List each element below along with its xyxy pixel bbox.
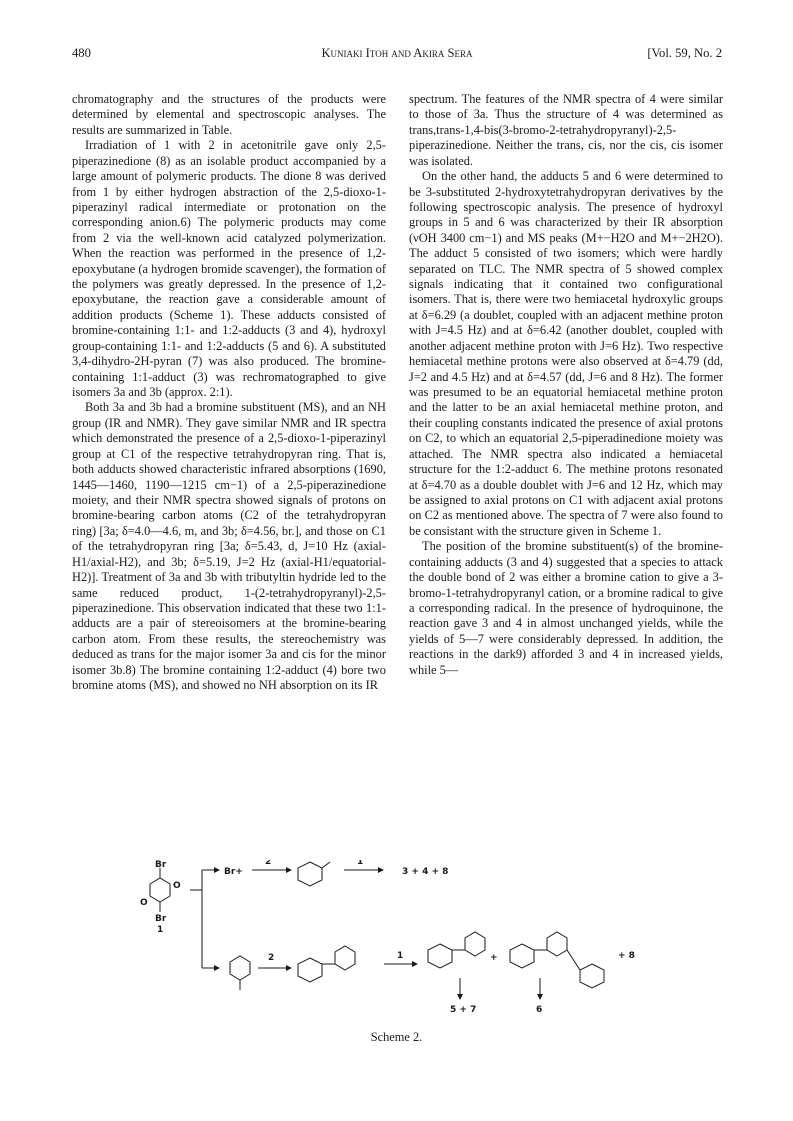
paragraph: The position of the bromine substituent(s) of the bromine-containing adducts (3 and 4) suggested that a species to attack the double bond of 2 was either a bromine cation to give a 3-bromo-1-tetrahydropyranyl cation, or a bromine radical to give a corresponding radical. In the presence of hydroquinone, the reaction gave 3 and 4 in almost unchanged yields, while the yields of 5—7 were considerably depressed. In addition, the reactions in the dark9) afforded 3 and 4 in increased yields, while 5— [409,539,723,677]
right-column [409,92,723,678]
volume-info: [Vol. 59, No. 2 [647,46,722,60]
product-6: 6 [536,1005,543,1015]
svg-text:Br: Br [155,860,167,870]
svg-text:Br: Br [155,914,167,924]
compound-1-label: 1 [157,925,164,935]
page-header [72,46,722,62]
scheme-caption: Scheme 2. [370,1030,423,1044]
piperazinedione-radical [230,956,250,990]
page-number: 480 [72,46,91,60]
left-column [72,92,386,693]
reagent-1-label: 1 [357,860,364,867]
compound-1-structure [140,860,181,935]
plus-sign: + [490,953,498,963]
reagent-1-label-bottom: 1 [397,951,404,961]
reagent-2-label: 2 [265,860,272,867]
paragraph: spectrum. The features of the NMR spectra of 4 were similar to those of 3a. Thus the structure of 4 was determined as trans,trans-1,4-bis(3-bromo-2-tetrahydropyranyl)-2,5-piperazinedione. Neither the trans, cis, nor the cis, cis isomer was isolated. [409,92,723,168]
bromine-cation: Br+ [224,867,243,877]
paragraph: Both 3a and 3b had a bromine substituent (MS), and an NH group (IR and NMR). They gave similar NMR and IR spectra which demonstrated the presence of a 2,5-dioxo-1-piperazinyl group at C1 of the respective tetrahydropyran ring. That is, both adducts showed characteristic infrared absorptions (1690, 1445—1460, 1190—1215 cm−1) of a 2,5-piperazinedione moiety, and their NMR spectra showed signals of protons on bromine-bearing carbon atoms (C2 of the tetrahydropyran ring) [3a; δ=4.0—4.6, m, and 3b; δ=4.56, br.], and those on C1 of the tetrahydropyran ring [3a; δ=5.43, d, J=10 Hz (axial-H1/axial-H2), and 3b; δ=5.19, J=2 Hz (axial-H1/equatorial-H2)]. Treatment of 3a and 3b with tributyltin hydride led to the same reduced product, 1-(2-tetrahydropyranyl)-2,5-piperazinedione. This observation indicated that these two 1:1-adducts are a pair of stereoisomers at the bromine-bearing carbon atom. From these results, the stereochemistry was deduced as trans for the major isomer 3a and cis for the minor isomer 3b.8) The bromine containing 1:2-adduct (4) bore two bromine atoms (MS), and showed no NH absorption on its IR [72,400,386,693]
paragraph: chromatography and the structures of the products were determined by elemental and spectroscopic analyses. The results are summarized in Table. [72,92,386,137]
product-5-7: 5 + 7 [450,1005,477,1015]
svg-text:O: O [140,898,148,908]
reaction-scheme [140,860,660,1020]
hydroxy-adduct [428,932,485,968]
intermediate-radical [298,946,355,982]
bis-adduct [510,932,604,988]
reagent-2-label-bottom: 2 [268,953,275,963]
paragraph: On the other hand, the adducts 5 and 6 were determined to be 3-substituted 2-hydroxytetrahydropyran derivatives by the following spectroscopic analysis. The presence of hydroxyl groups in 5 and 6 was characterized by their IR absorption (νOH 3400 cm−1) and MS peaks (M+−H2O and M+−2H2O). The adduct 5 consisted of two isomers; which were hardly separated on TLC. The NMR spectra of 5 showed complex signals indicating that it contained two configurational isomers. That is, there were two hemiacetal hydroxylic groups at δ=6.29 (a doublet, coupled with an adjacent methine proton with J=4.5 Hz) and at δ=6.42 (another doublet, coupled with another adjacent methine proton with J=6 Hz). Two respective hemiacetal methine protons were also observed at δ=4.79 (dd, J=2 and 4.5 Hz) and at δ=4.57 (dd, J=6 and 8 Hz). The former was presumed to be an equatorial hemiacetal methine proton and the latter to be an axial hemiacetal methine proton, and their coupling constants indicated the presence of axial protons on C2, to which an equatorial 2,5-piperadinedione moiety was attached. The NMR spectra also indicated a hemiacetal structure for the 1:2-adduct 6. The methine protons resonated at δ=4.70 as a double doublet with J=6 and 12 Hz, which may be assigned to axial protons on C1 with adjacent axial protons on C2 as mentioned above. The spectra of 7 were also found to be consistant with the structure given in Scheme 1. [409,169,723,538]
paragraph: Irradiation of 1 with 2 in acetonitrile gave only 2,5-piperazinedione (8) as an isolable product accompanied by a large amount of polymeric products. The dione 8 was derived from 1 by either hydrogen abstraction of the 2,5-dioxo-1-piperazinyl radical intermediate or protonation on the corresponding anion.6) The polymeric products may come from 2 via the well-known acid catalyzed polymerization. When the reaction was performed in the presence of 1,2-epoxybutane (a hydrogen bromide scavenger), the formation of the polymers was greatly depressed. In the presence of 1,2-epoxybutane, the reaction gave a considerable amount of addition products (Scheme 1). These adducts consisted of bromine-containing 1:1- and 1:2-adducts (3 and 4), hydroxyl group-containing 1:1- and 1:2-adducts (5 and 6). A substituted 3,4-dihydro-2H-pyran (7) was also produced. The bromine-containing 1:1-adduct (3) was rechromatographed to give isomers 3a and 3b (approx. 2:1). [72,138,386,400]
plus-8: + 8 [618,951,635,961]
svg-text:O: O [173,881,181,891]
running-title: Kuniaki Itoh and Akira Sera [321,46,473,60]
products-top: 3 + 4 + 8 [402,867,449,877]
bromopyranyl-cation [298,862,330,886]
